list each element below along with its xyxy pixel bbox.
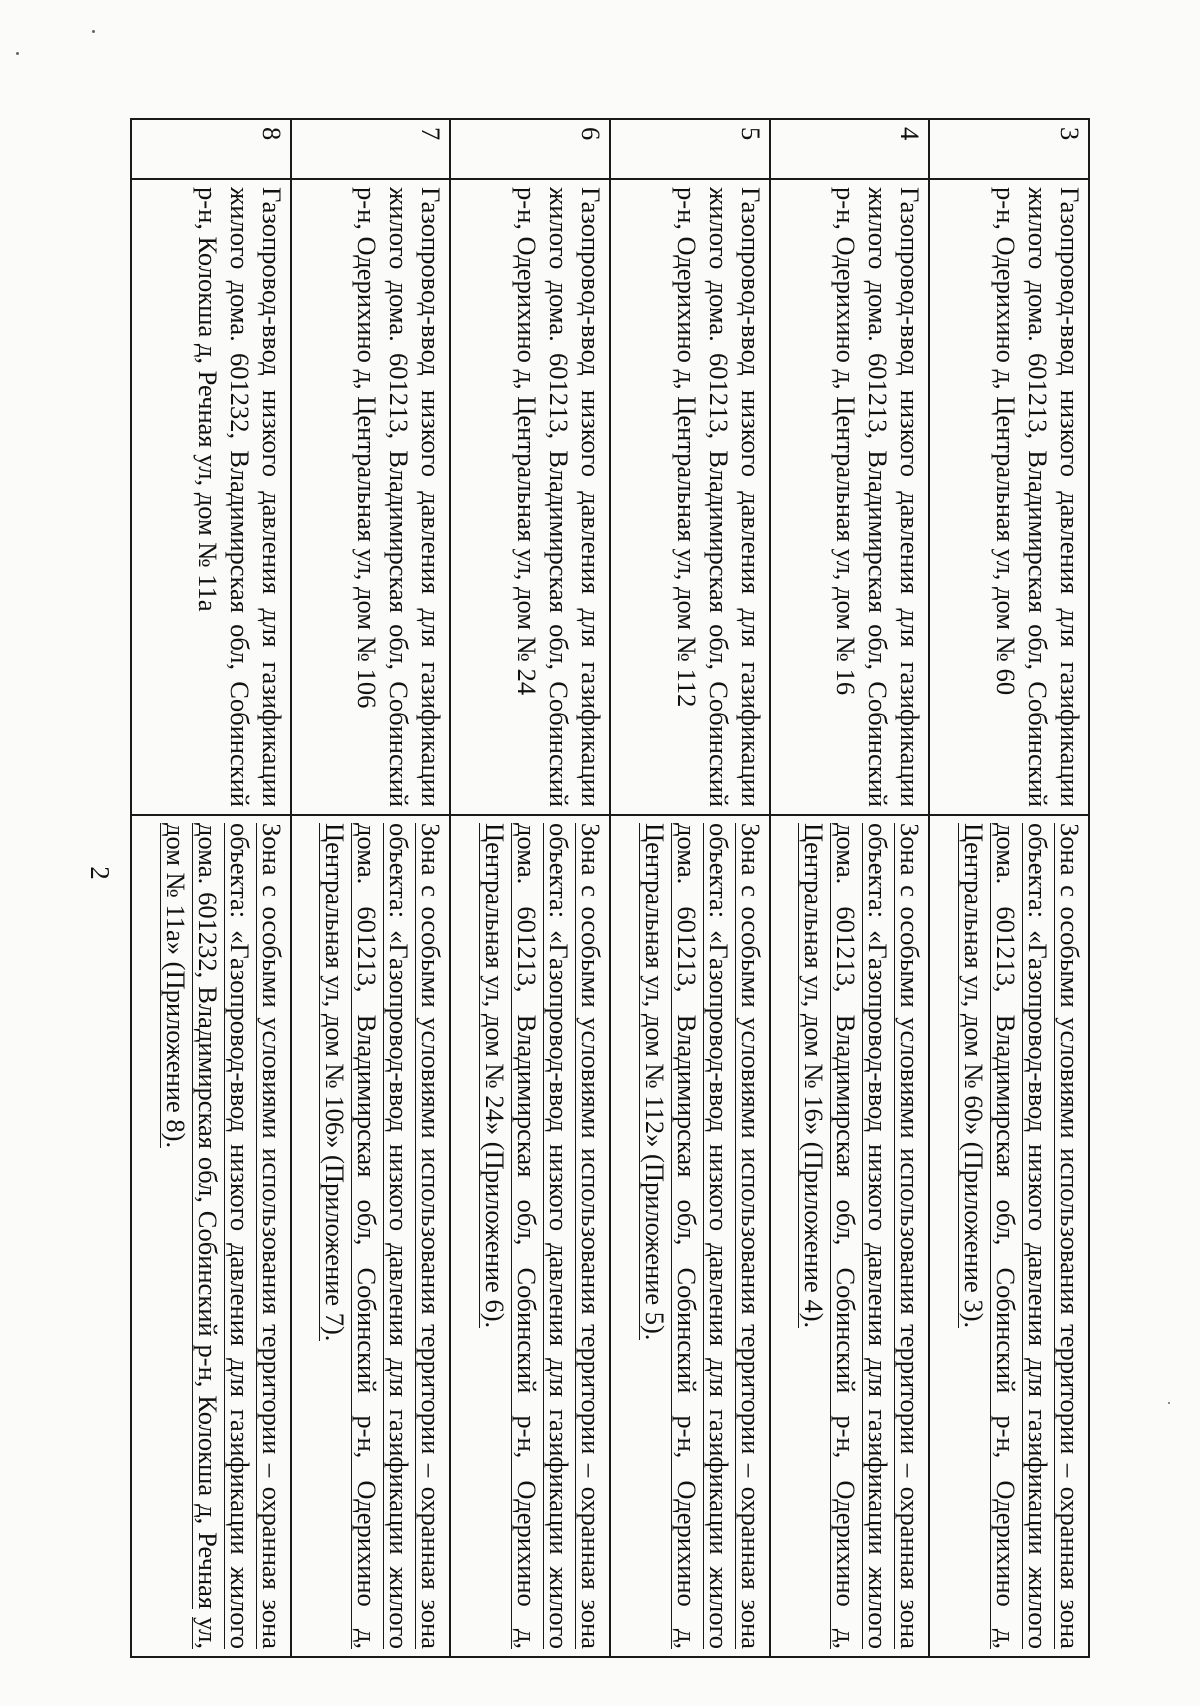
zone-text-tail: Центральная ул, дом № 112» (Приложение 5). [639, 823, 670, 1341]
page-number: 2 [85, 866, 115, 880]
rotated-page-content [130, 118, 1090, 1658]
row-number: 7 [291, 119, 451, 179]
zone-description [131, 815, 291, 1657]
object-description: Газопровод-ввод низкого давления для газификации жилого дома. 601213, Владимирская обл, Собинский р-н, Одерихино д, Центральная ул, дом № 106 [291, 179, 451, 815]
zone-text: Зона с особыми условиями использования территории – охранная зона объекта: «Газопровод-ввод низкого давления для газификации жилого дома. 601213, Владимирская обл, Собинский р-н, Одерихино д, [991, 823, 1085, 1649]
zone-text: Зона с особыми условиями использования территории – охранная зона объекта: «Газопровод-ввод низкого давления для газификации жилого дома. 601232, Владимирская обл, Собинский р-н, Колокша д, Речная [192, 823, 287, 1649]
object-description: Газопровод-ввод низкого давления для газификации жилого дома. 601232, Владимирская обл, Собинский р-н, Колокша д, Речная ул, дом № 11а [131, 179, 291, 815]
table-row [291, 119, 451, 1657]
table-row [131, 119, 291, 1657]
table-row [770, 119, 930, 1657]
object-description: Газопровод-ввод низкого давления для газификации жилого дома. 601213, Владимирская обл, Собинский р-н, Одерихино д, Центральная ул, дом № 16 [770, 179, 930, 815]
zone-description [610, 815, 770, 1657]
scan-speck [16, 52, 19, 55]
zone-description [291, 815, 451, 1657]
zone-description [929, 815, 1089, 1657]
zone-text: Зона с особыми условиями использования территории – охранная зона объекта: «Газопровод-ввод низкого давления для газификации жилого дома. 601213, Владимирская обл, Собинский р-н, Одерихино д, [352, 823, 447, 1649]
table-row [450, 119, 610, 1657]
zone-text-tail: Центральная ул, дом № 106» (Приложение 7). [320, 823, 351, 1342]
zone-text-tail: ул, дом № 11а» (Приложение 8). [160, 823, 223, 1650]
zones-table [130, 118, 1090, 1658]
zone-description [450, 815, 610, 1657]
row-number: 5 [610, 119, 770, 179]
table-row [929, 119, 1089, 1657]
zone-text: Зона с особыми условиями использования территории – охранная зона объекта: «Газопровод-ввод низкого давления для газификации жилого дома. 601213, Владимирская обл, Собинский р-н, Одерихино д, [671, 823, 766, 1649]
scan-speck [92, 30, 95, 33]
zone-text-tail: Центральная ул, дом № 60» (Приложение 3). [959, 823, 989, 1329]
row-number: 8 [131, 119, 291, 179]
scan-speck [1168, 1402, 1170, 1404]
row-number: 4 [770, 119, 930, 179]
object-description: Газопровод-ввод низкого давления для газификации жилого дома. 601213, Владимирская обл, Собинский р-н, Одерихино д, Центральная ул, дом № 112 [610, 179, 770, 815]
object-description: Газопровод-ввод низкого давления для газификации жилого дома. 601213, Владимирская обл, Собинский р-н, Одерихино д, Центральная ул, дом № 60 [929, 179, 1089, 815]
zone-text: Зона с особыми условиями использования территории – охранная зона объекта: «Газопровод-ввод низкого давления для газификации жилого дома. 601213, Владимирская обл, Собинский р-н, Одерихино д, [831, 823, 926, 1649]
zone-text: Зона с особыми условиями использования территории – охранная зона объекта: «Газопровод-ввод низкого давления для газификации жилого дома. 601213, Владимирская обл, Собинский р-н, Одерихино д, [512, 823, 607, 1649]
zone-text-tail: Центральная ул, дом № 16» (Приложение 4). [799, 823, 830, 1329]
zone-text-tail: Центральная ул, дом № 24» (Приложение 6). [480, 823, 511, 1329]
row-number: 6 [450, 119, 610, 179]
object-description: Газопровод-ввод низкого давления для газификации жилого дома. 601213, Владимирская обл, Собинский р-н, Одерихино д, Центральная ул, дом № 24 [450, 179, 610, 815]
zones-table-body [131, 119, 1089, 1657]
row-number: 3 [929, 119, 1089, 179]
zone-description [770, 815, 930, 1657]
table-row [610, 119, 770, 1657]
